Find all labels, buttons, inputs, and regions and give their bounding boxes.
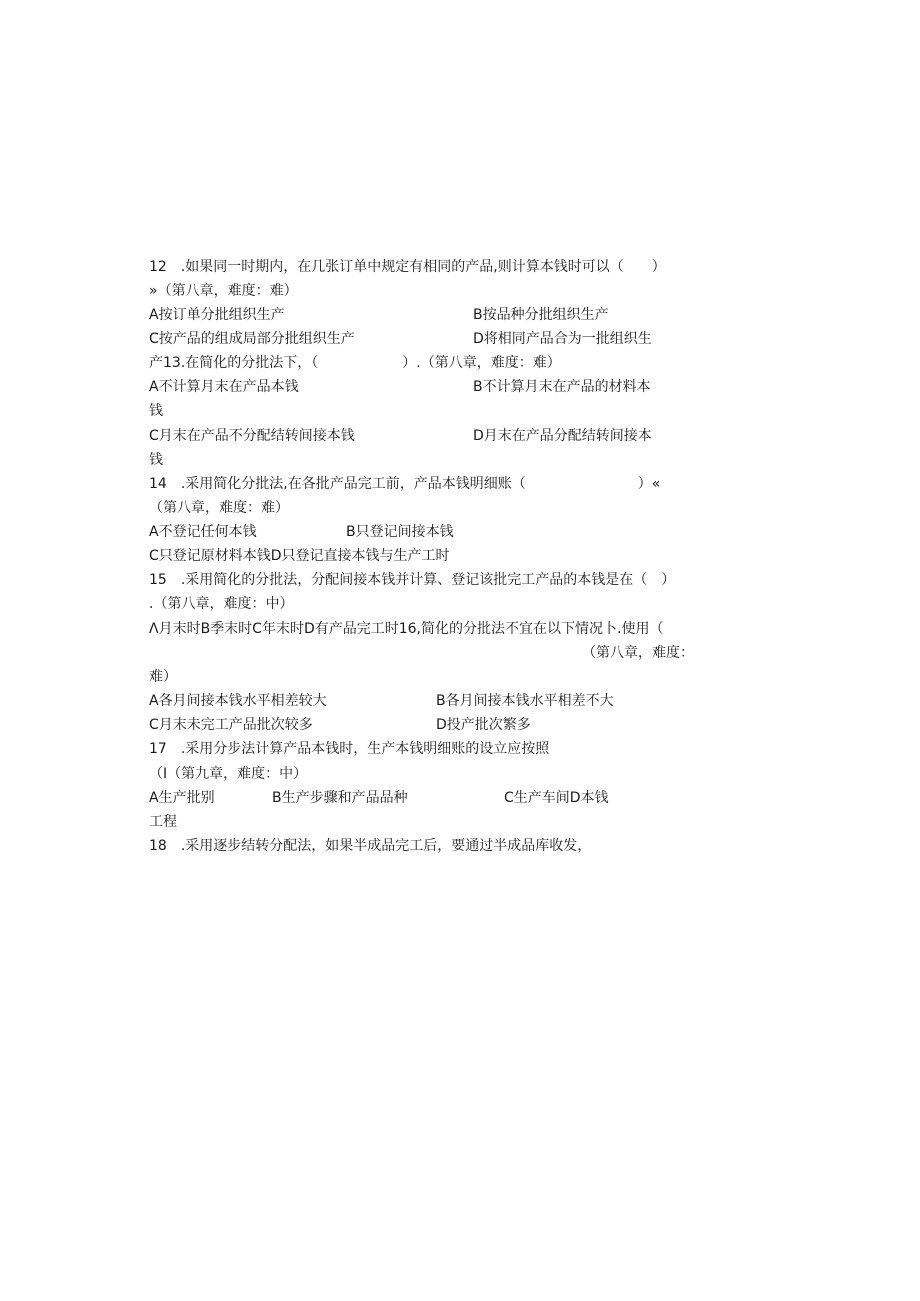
question-12-option-a: A按订单分批组织生产	[149, 307, 285, 323]
question-12-option-c: C按产品的组成局部分批组织生产	[149, 331, 355, 347]
question-13-option-a: A不计算月末在产品本钱	[149, 379, 299, 395]
question-13-stem: 产13.在简化的分批法下，（ ）.（第八章，难度：难）	[149, 355, 561, 371]
question-13-option-c: C月末在产品不分配结转间接本钱	[149, 428, 355, 444]
question-13-option-d-cont: 钱	[149, 452, 163, 468]
question-17-options-cd: C生产车间D本钱	[504, 790, 609, 806]
question-14-option-a: A不登记任何本钱	[149, 524, 257, 540]
question-18-stem: 18 .采用逐步结转分配法，如果半成品完工后，要通过半成品库收发，	[149, 838, 592, 854]
question-12-stem: 12 .如果同一时期内，在几张订单中规定有相同的产品,则计算本钱时可以（ ）	[149, 259, 666, 275]
question-12-meta: »（第八章，难度：难）	[149, 283, 298, 299]
question-15-options-question-16-stem: Λ月末时B季末时C年末时D有产品完工时16,简化的分批法不宜在以下情况卜.使用（	[149, 621, 664, 637]
question-14-stem: 14 .采用简化分批法,在各批产品完工前，产品本钱明细账（ ）«	[149, 476, 661, 492]
question-14-option-b: B只登记间接本钱	[346, 524, 454, 540]
question-16-option-d: D投产批次繁多	[436, 717, 531, 733]
question-14-options-cd: C只登记原材料本钱D只登记直接本钱与生产工时	[149, 548, 450, 564]
question-12-option-b: B按品种分批组织生产	[473, 307, 609, 323]
question-16-option-c: C月末未完工产品批次较多	[149, 717, 313, 733]
question-17-meta: （I（第九章，难度：中）	[149, 766, 308, 782]
question-15-stem: 15 .采用简化的分批法，分配间接本钱并计算、登记该批完工产品的本钱是在（ ）	[149, 572, 676, 588]
question-16-meta: （第八章，难度：	[582, 645, 694, 661]
question-17-option-a: A生产批别	[149, 790, 215, 806]
question-17-option-d-cont: 工程	[149, 814, 177, 830]
question-13-option-b: B不计算月末在产品的材料本	[473, 379, 651, 395]
question-12-option-d: D将相同产品合为一批组织生	[473, 331, 652, 347]
question-17-stem: 17 .采用分步法计算产品本钱时，生产本钱明细账的设立应按照	[149, 741, 550, 757]
question-14-meta: （第八章，难度：难）	[149, 500, 289, 516]
question-15-meta: .（第八章，难度：中）	[149, 596, 294, 612]
question-17-option-b: B生产步骤和产品品种	[272, 790, 408, 806]
question-13-option-b-cont: 钱	[149, 403, 163, 419]
question-16-option-a: A各月间接本钱水平相差较大	[149, 693, 327, 709]
question-13-option-d: D月末在产品分配结转间接本	[473, 428, 652, 444]
question-16-meta-cont: 难）	[149, 669, 177, 685]
question-16-option-b: B各月间接本钱水平相差不大	[436, 693, 614, 709]
